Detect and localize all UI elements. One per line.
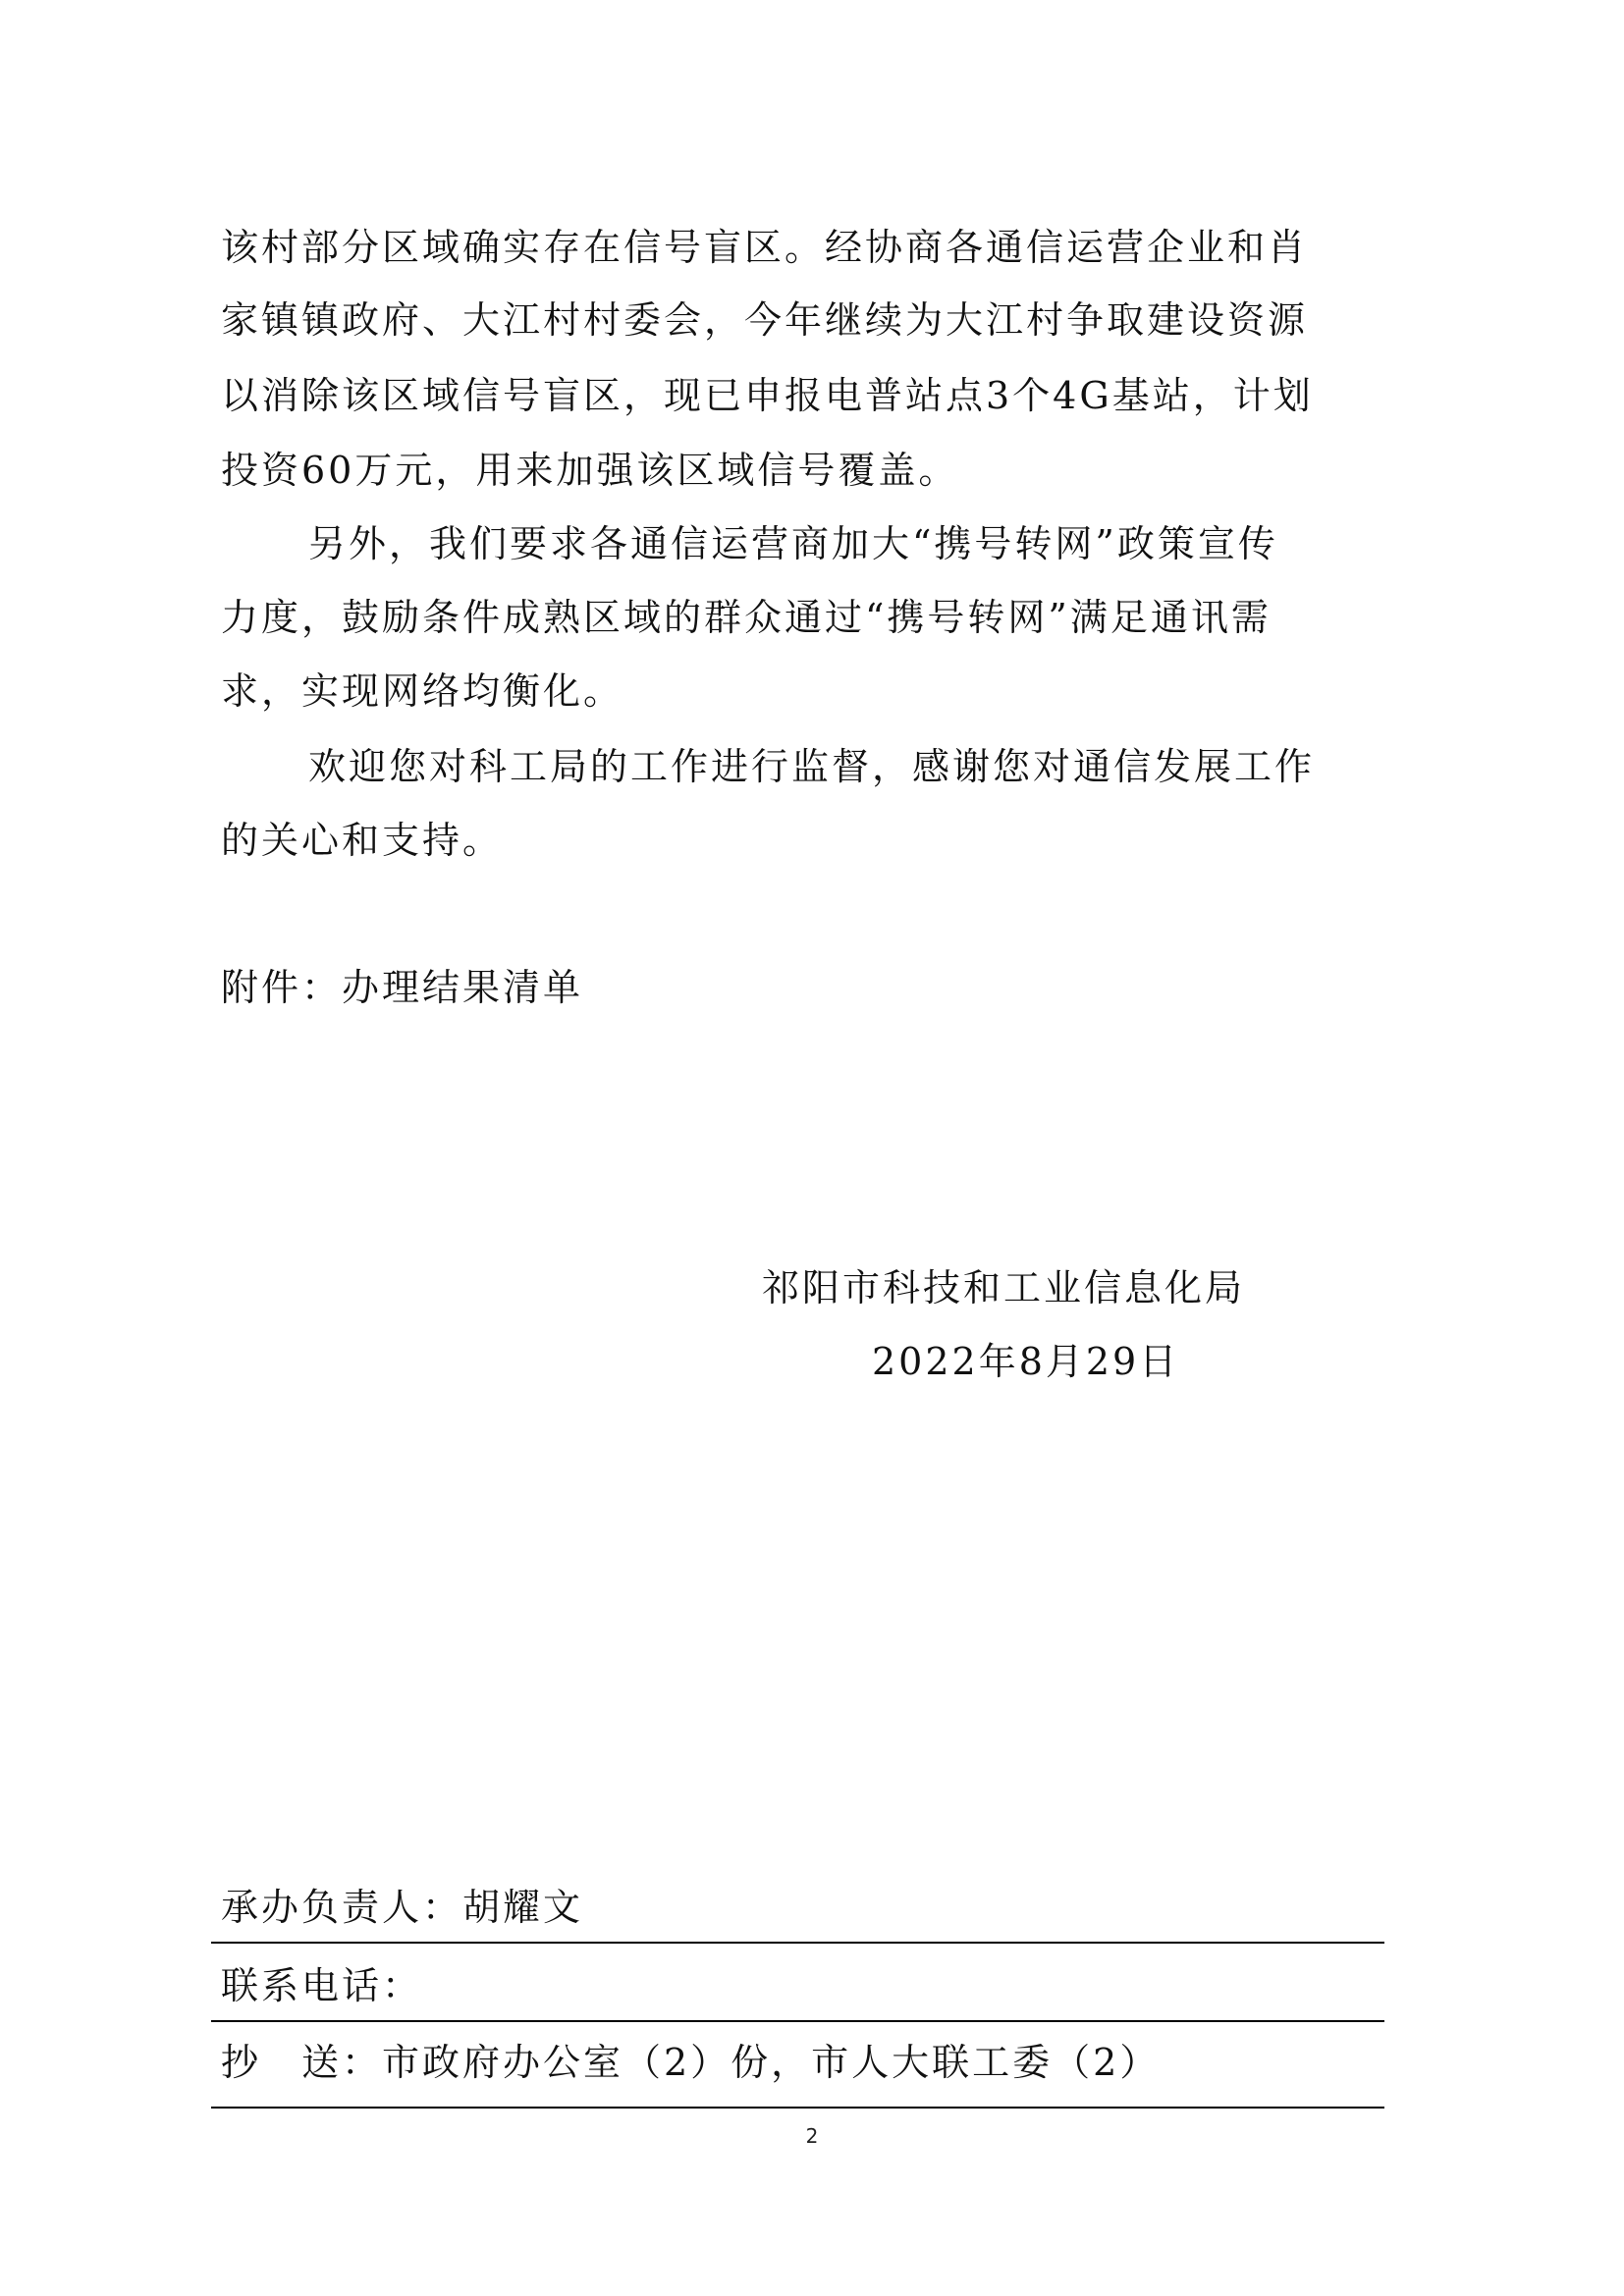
body-line-5: 另外，我们要求各通信运营商加大“携号转网”政策宣传: [308, 522, 1278, 565]
contact-phone: 联系电话：: [221, 1964, 423, 2007]
body-line-9: 的关心和支持。: [221, 819, 504, 862]
body-line-4: 投资60万元，用来加强该区域信号覆盖。: [221, 449, 959, 492]
body-line-2: 家镇镇政府、大江村村委会，今年继续为大江村争取建设资源: [221, 298, 1309, 342]
body-line-8: 欢迎您对科工局的工作进行监督，感谢您对通信发展工作: [308, 745, 1316, 788]
body-line-1: 该村部分区域确实存在信号盲区。经协商各通信运营企业和肖: [221, 226, 1309, 269]
cc-recipients: 抄 送：市政府办公室（2）份，市人大联工委（2）: [221, 2041, 1161, 2084]
body-line-3: 以消除该区域信号盲区，现已申报电普站点3个4G基站，计划: [221, 374, 1314, 417]
footer-divider-1: [211, 1942, 1384, 1944]
responsible-person: 承办负责人：胡耀文: [221, 1886, 584, 1929]
footer-divider-2: [211, 2020, 1384, 2022]
body-line-7: 求，实现网络均衡化。: [221, 669, 624, 713]
signature-organization: 祁阳市科技和工业信息化局: [762, 1266, 1246, 1309]
body-line-6: 力度，鼓励条件成熟区域的群众通过“携号转网”满足通讯需: [221, 596, 1272, 639]
page-number: 2: [805, 2124, 819, 2148]
signature-date: 2022年8月29日: [872, 1340, 1180, 1383]
footer-divider-3: [211, 2107, 1384, 2109]
attachment-line: 附件：办理结果清单: [221, 966, 584, 1009]
